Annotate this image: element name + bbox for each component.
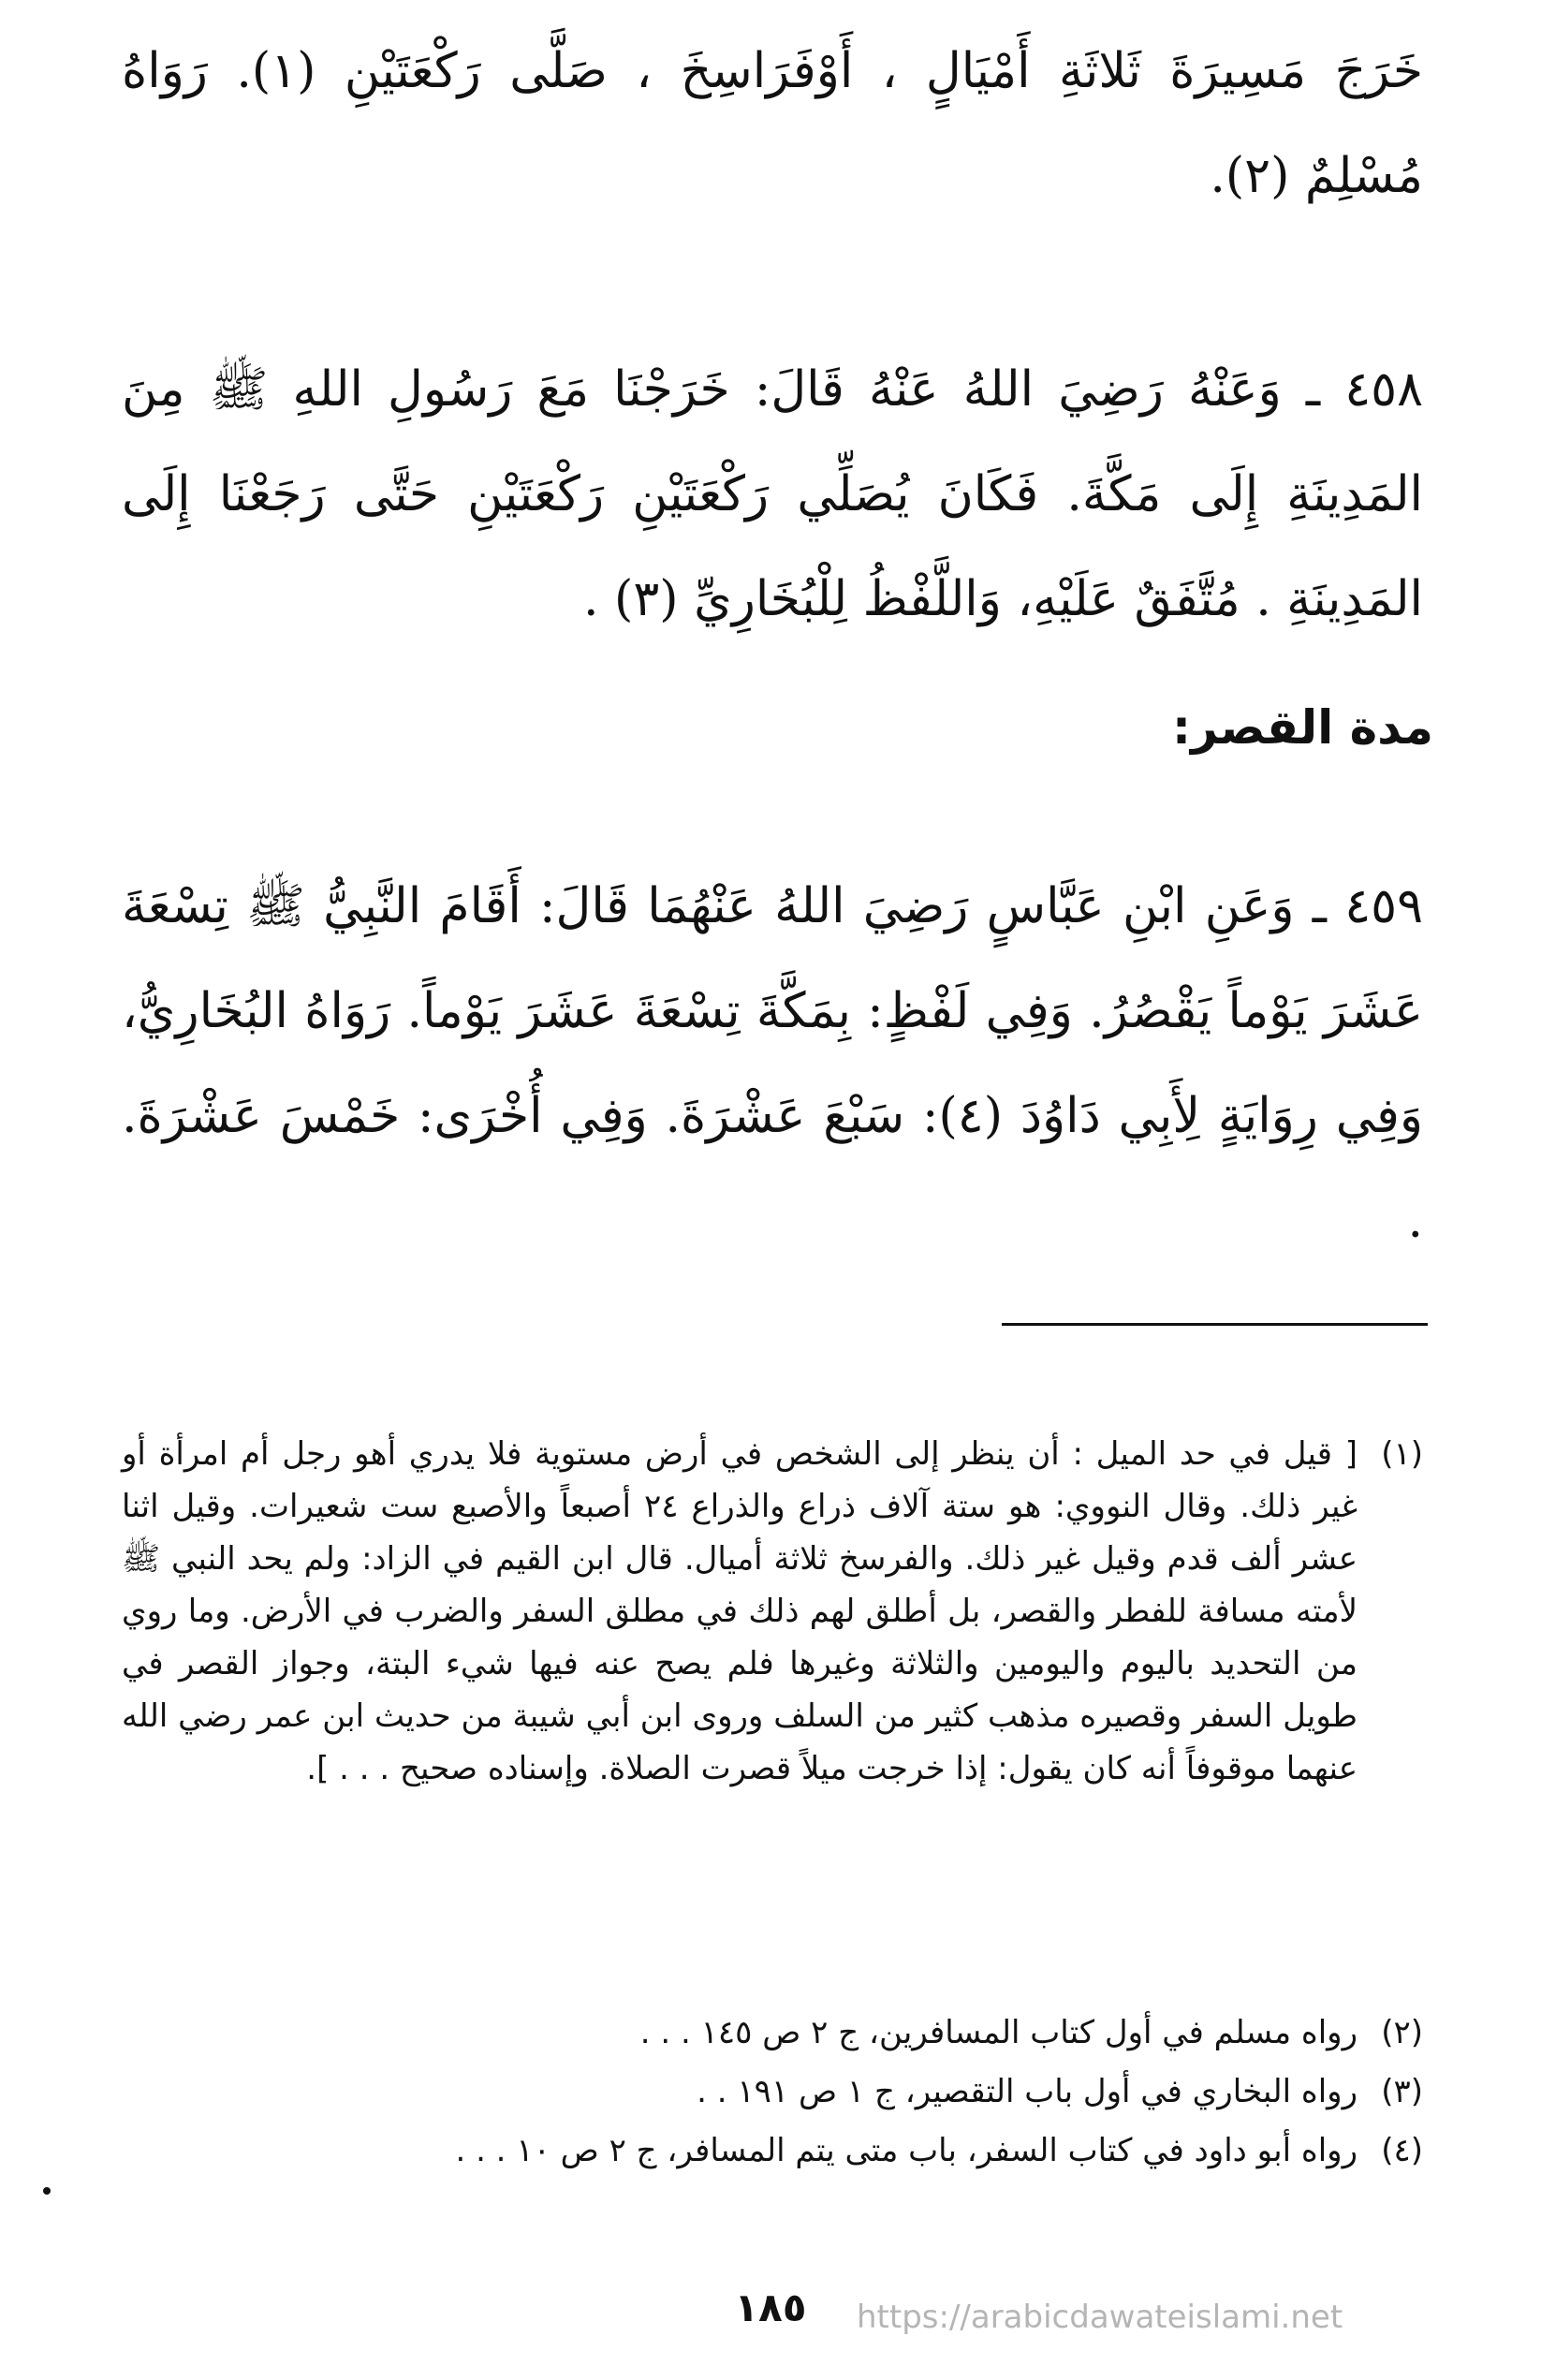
footnote-1-text: [ قيل في حد الميل : أن ينظر إلى الشخص في أرض مستوية فلا يدري أهو رجل أم امرأة أو غير ذلك. وقال النووي: هو ستة آلاف ذراع والذراع ٢٤ أصبعاً والأصبع ست شعيرات. وقيل اثنا عشر ألف قدم وقيل غير ذلك. والفرسخ ثلاثة أميال. قال ابن القيم في الزاد: ولم يحد النبي ﷺ لأمته مسافة للفطر والقصر، بل أطلق لهم ذلك في مطلق السفر والضرب في الأرض. وما روي من التحديد باليوم واليومين والثلاثة وغيرها فلم يصح عنه فيها شيء البتة، وجواز القصر في طويل السفر وقصيره مذهب كثير من السلف وروى ابن أبي شيبة من حديث ابن عمر رضي الله عنهما موقوفاً أنه كان يقول: إذا خرجت ميلاً قصرت الصلاة. وإسناده صحيح . . . ].	[122, 1435, 1358, 1787]
footnote-4-text: رواه أبو داود في كتاب السفر، باب متى يتم المسافر، ج ٢ ص ١٠ . . .	[455, 2132, 1358, 2169]
footnote-separator	[1002, 1323, 1428, 1326]
footnote-1-number: (١)	[1381, 1435, 1423, 1473]
footnote-4	[122, 2124, 1423, 2177]
footnote-2-text: رواه مسلم في أول كتاب المسافرين، ج ٢ ص ١٤٥ . . .	[639, 2014, 1358, 2051]
footnote-1	[122, 1428, 1423, 1795]
footnote-3-number: (٣)	[1381, 2073, 1423, 2110]
margin-dot	[43, 2187, 51, 2195]
hadith-458-text: وَعَنْهُ رَضِيَ اللهُ عَنْهُ قَالَ: خَرَجْنَا مَعَ رَسُولِ اللهِ ﷺ مِنَ المَدِينَةِ إِلَى مَكَّةَ. فَكَانَ يُصَلِّي رَكْعَتَيْنِ رَكْعَتَيْنِ حَتَّى رَجَعْنَا إِلَى المَدِينَةِ . مُتَّفَقٌ عَلَيْهِ، وَاللَّفْظُ لِلْبُخَارِيِّ (٣) .	[122, 361, 1423, 627]
footnote-3-text: رواه البخاري في أول باب التقصير، ج ١ ص ١٩١ . .	[697, 2073, 1358, 2110]
footnote-3	[122, 2065, 1423, 2118]
hadith-458-number: ٤٥٨ ـ	[1305, 361, 1423, 418]
footnote-2	[122, 2006, 1423, 2059]
hadith-459-number: ٤٥٩ ـ	[1312, 878, 1424, 934]
page-number: ١٨٥	[734, 2285, 807, 2330]
opening-passage	[122, 19, 1423, 228]
hadith-459	[122, 854, 1423, 1273]
hadith-459-paragraph	[122, 854, 1423, 1273]
section-heading: مدة القصر:	[1171, 700, 1433, 755]
footnote-4-number: (٤)	[1381, 2132, 1423, 2169]
footnote-2-number: (٢)	[1381, 2014, 1423, 2051]
hadith-458	[122, 337, 1423, 652]
hadith-459-text: وَعَنِ ابْنِ عَبَّاسٍ رَضِيَ اللهُ عَنْهُمَا قَالَ: أَقَامَ النَّبِيُّ ﷺ تِسْعَةَ عَشَرَ يَوْماً يَقْصُرُ. وَفِي لَفْظٍ: بِمَكَّةَ تِسْعَةَ عَشَرَ يَوْماً. رَوَاهُ البُخَارِيُّ، وَفِي رِوَايَةٍ لِأَبِي دَاوُدَ (٤): سَبْعَ عَشْرَةَ. وَفِي أُخْرَى: خَمْسَ عَشْرَةَ. .	[122, 878, 1424, 1249]
watermark-url: https://arabicdawateislami.net	[857, 2299, 1343, 2336]
hadith-458-paragraph	[122, 337, 1423, 652]
opening-paragraph: خَرَجَ مَسِيرَةَ ثَلاثَةِ أَمْيَالٍ ، أَوْفَرَاسِخَ ، صَلَّى رَكْعَتَيْنِ (١). رَوَاهُ مُسْلِمٌ (٢).	[122, 43, 1423, 204]
